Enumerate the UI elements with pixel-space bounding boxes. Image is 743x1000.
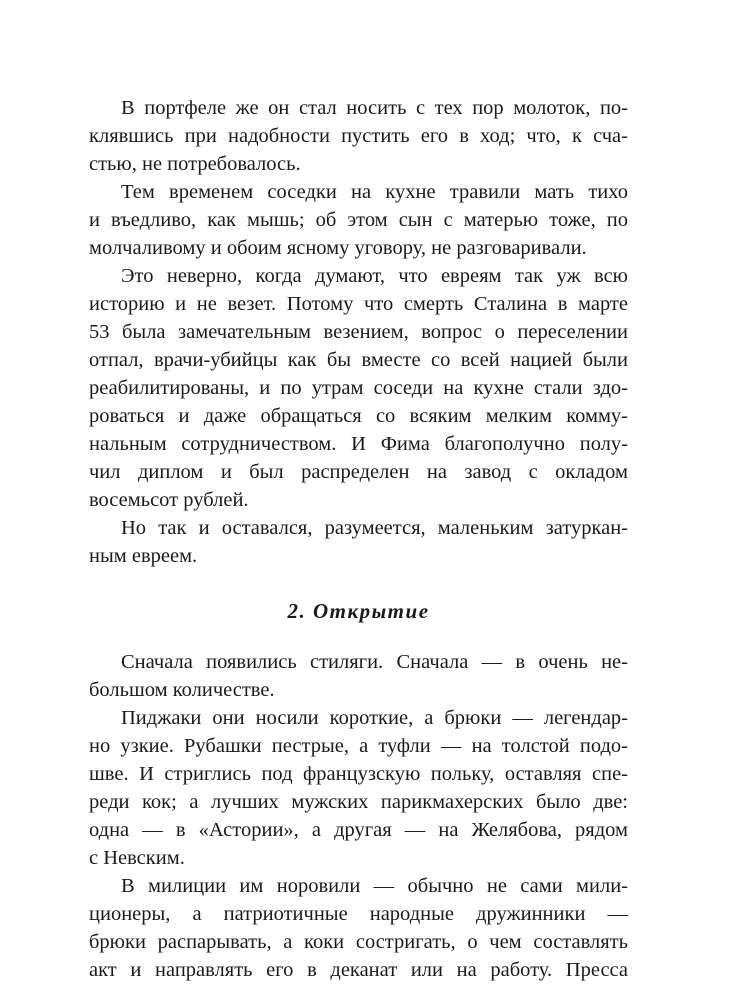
text-line: ным евреем. <box>89 545 198 567</box>
text-line: Тем временем соседки на кухне травили мать тихо <box>121 181 628 203</box>
text-line: одна — в «Астории», а другая — на Желябова, рядом <box>89 819 628 841</box>
text-line: реди кок; а лучших мужских парикмахерских было две: <box>89 791 628 813</box>
text-line: чил диплом и был распределен на завод с окладом <box>89 461 628 483</box>
text-line: большом количестве. <box>89 679 275 701</box>
text-line: шве. И стриглись под французскую польку, оставляя спе- <box>89 763 628 785</box>
text-line: брюки распарывать, а коки состригать, о чем составлять <box>89 931 628 953</box>
text-line: Пиджаки они носили короткие, а брюки — легендар- <box>121 707 628 729</box>
text-line: нальным сотрудничеством. И Фима благополучно полу- <box>89 433 628 455</box>
text-line: и въедливо, как мышь; об этом сын с матерью тоже, по <box>89 209 628 231</box>
text-line: историю и не везет. Потому что смерть Сталина в марте <box>89 293 628 315</box>
text-line: ционеры, а патриотичные народные дружинники — <box>89 903 628 925</box>
text-line: реабилитированы, и по утрам соседи на кухне стали здо- <box>89 377 628 399</box>
text-line: В милиции им норовили — обычно не сами мили- <box>121 875 628 897</box>
text-line: клявшись при надобности пустить его в ход; что, к сча- <box>89 125 628 147</box>
text-line: 53 была замечательным везением, вопрос о переселении <box>89 321 628 343</box>
text-line: но узкие. Рубашки пестрые, а туфли — на толстой подо- <box>89 735 628 757</box>
text-line: восемьсот рублей. <box>89 489 249 511</box>
text-line: акт и направлять его в деканат или на работу. Пресса <box>89 959 628 981</box>
text-line: Но так и оставался, разумеется, маленьким затуркан- <box>121 517 628 539</box>
text-line: молчаливому и обоим ясному уговору, не разговаривали. <box>89 237 587 259</box>
text-line: В портфеле же он стал носить с тех пор молоток, по- <box>121 97 628 119</box>
text-line: с Невским. <box>89 847 185 869</box>
text-line: отпал, врачи-убийцы как бы вместе со всей нацией были <box>89 349 628 371</box>
text-line: стью, не потребовалось. <box>89 153 301 175</box>
text-line: Это неверно, когда думают, что евреям так уж всю <box>121 265 628 287</box>
text-line: роваться и даже обращаться со всяким мелким комму- <box>89 405 628 427</box>
section-heading: 2. Открытие <box>287 599 430 623</box>
text-line: Сначала появились стиляги. Сначала — в очень не- <box>121 651 628 673</box>
